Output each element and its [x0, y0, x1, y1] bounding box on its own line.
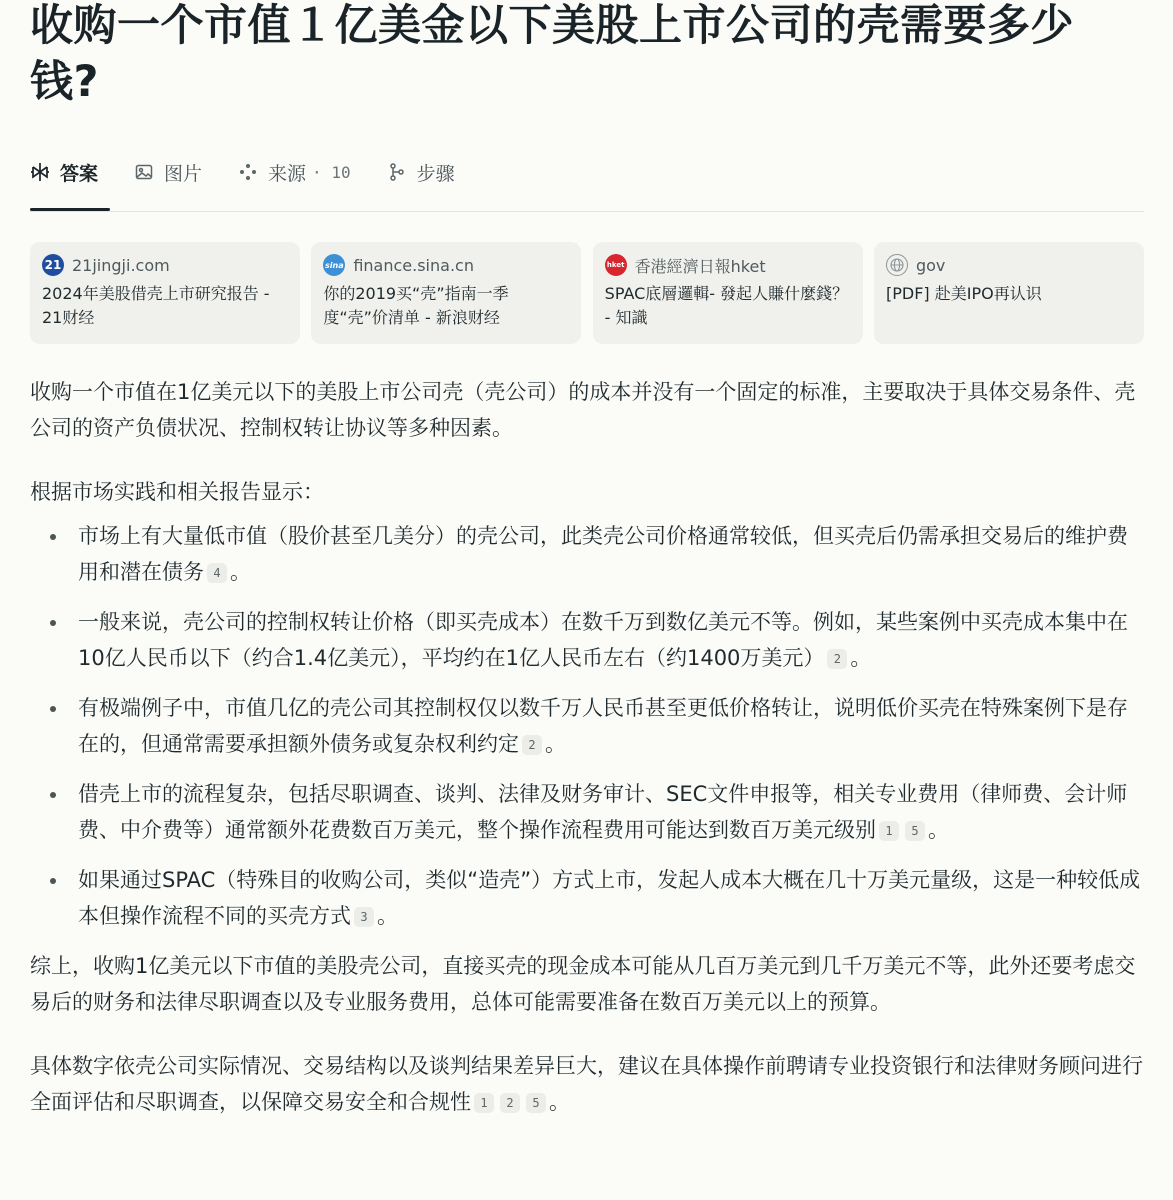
- steps-icon: [387, 162, 407, 182]
- answer-intro: 收购一个市值在1亿美元以下的美股上市公司壳（壳公司）的成本并没有一个固定的标准，主要取决于具体交易条件、壳公司的资产负债状况、控制权转让协议等多种因素。: [30, 380, 1136, 440]
- bullet-text: 有极端例子中，市值几亿的壳公司其控制权仅以数千万人民币甚至更低价格转让，说明低价买壳在特殊案例下是存在的，但通常需要承担额外债务或复杂权利约定: [78, 696, 1128, 756]
- bullet-text: 一般来说，壳公司的控制权转让价格（即买壳成本）在数千万到数亿美元不等。例如，某些案例中买壳成本集中在10亿人民币以下（约合1.4亿美元），平均约在1亿人民币左右（约1400万美元）: [78, 610, 1128, 670]
- tab-steps[interactable]: [387, 159, 455, 186]
- source-title: 你的2019买“壳”指南一季度“壳”价清单 - 新浪财经: [323, 284, 509, 327]
- citation-badge[interactable]: 3: [354, 907, 374, 927]
- source-card-header: [323, 254, 569, 276]
- period: 。: [230, 560, 251, 584]
- closing-text: 具体数字依壳公司实际情况、交易结构以及谈判结果差异巨大，建议在具体操作前聘请专业投资银行和法律财务顾问进行全面评估和尽职调查，以保障交易安全和合规性: [30, 1054, 1143, 1114]
- perplexity-answer-icon: [30, 162, 50, 182]
- list-item: [30, 776, 1144, 848]
- citation-badge[interactable]: 2: [500, 1093, 520, 1113]
- sina-favicon-icon: sina: [323, 254, 345, 276]
- period: 。: [850, 646, 872, 670]
- answer-bullets: [30, 518, 1144, 934]
- period: 。: [928, 818, 949, 842]
- citation-badge[interactable]: 1: [474, 1093, 494, 1113]
- answer-page: [30, 0, 1144, 1114]
- bullet-text: 如果通过SPAC（特殊目的收购公司，类似“造壳”）方式上市，发起人成本大概在几十万美元量级，这是一种较低成本但操作流程不同的买壳方式: [78, 868, 1141, 928]
- source-domain: 香港經濟日報hket: [634, 256, 766, 276]
- source-domain: 21jingji.com: [72, 255, 170, 275]
- source-domain: finance.sina.cn: [353, 255, 474, 275]
- citation-badge[interactable]: 2: [522, 735, 542, 755]
- list-item: [30, 604, 1144, 676]
- sources-icon: [238, 162, 258, 182]
- source-card-gov[interactable]: [874, 242, 1144, 344]
- bullet-text: 借壳上市的流程复杂，包括尽职调查、谈判、法律及财务审计、SEC文件申报等，相关专业费用（律师费、会计师费、中介费等）通常额外花费数百万美元，整个操作流程费用可能达到数百万美元级别: [78, 782, 1128, 842]
- tab-images[interactable]: [134, 159, 202, 186]
- list-item: [30, 690, 1144, 762]
- image-icon: [134, 162, 154, 182]
- list-item: [30, 862, 1144, 934]
- source-card-header: [42, 254, 288, 276]
- source-title: SPAC底層邏輯- 發起人賺什麼錢？ - 知識: [604, 284, 849, 327]
- answer-tabs: [30, 150, 491, 194]
- tab-answer-label: 答案: [60, 162, 99, 185]
- source-title: 2024年美股借壳上市研究报告 - 21财经: [42, 284, 270, 327]
- hket-favicon-icon: hket: [605, 254, 627, 276]
- source-cards: [30, 242, 1144, 344]
- tab-answer[interactable]: [30, 159, 98, 186]
- citation-badge[interactable]: 1: [879, 821, 899, 841]
- question-title: 收购一个市值１亿美金以下美股上市公司的壳需要多少钱?: [30, 1, 1074, 107]
- citation-badge[interactable]: 5: [905, 821, 925, 841]
- source-card-header: [886, 254, 1132, 276]
- list-item: [30, 518, 1144, 590]
- citation-badge[interactable]: 4: [207, 563, 227, 583]
- period: 。: [545, 732, 566, 756]
- source-domain: gov: [915, 255, 946, 275]
- tab-sources-label: 来源: [268, 162, 307, 185]
- tabs-divider: [30, 211, 1144, 212]
- answer-closing: [30, 1048, 1144, 1120]
- tab-sources[interactable]: [238, 159, 351, 186]
- source-card-sina[interactable]: [311, 242, 581, 344]
- source-card-21jingji[interactable]: [30, 242, 300, 344]
- source-title: [PDF] 赴美IPO再认识: [885, 284, 1042, 303]
- citation-badge[interactable]: 5: [526, 1093, 546, 1113]
- period: 。: [549, 1090, 570, 1114]
- sources-count: · 10: [312, 162, 351, 182]
- source-card-hket[interactable]: [593, 242, 863, 344]
- 21jingji-favicon-icon: 21: [42, 254, 64, 276]
- answer-summary: 综上，收购1亿美元以下市值的美股壳公司，直接买壳的现金成本可能从几百万美元到几千万美元不等，此外还要考虑交易后的财务和法律尽职调查以及专业服务费用，总体可能需要准备在数百万美元以上的预算。: [30, 954, 1136, 1014]
- tab-images-label: 图片: [164, 162, 203, 185]
- source-card-header: [605, 254, 851, 276]
- bullet-text: 市场上有大量低市值（股价甚至几美分）的壳公司，此类壳公司价格通常较低，但买壳后仍需承担交易后的维护费用和潜在债务: [78, 524, 1128, 584]
- answer-lead: 根据市场实践和相关报告显示：: [30, 480, 324, 504]
- answer-body: [30, 374, 1144, 1120]
- citation-badge[interactable]: 2: [827, 649, 847, 669]
- tab-steps-label: 步骤: [416, 162, 455, 185]
- period: 。: [377, 904, 398, 928]
- globe-icon: [886, 254, 908, 276]
